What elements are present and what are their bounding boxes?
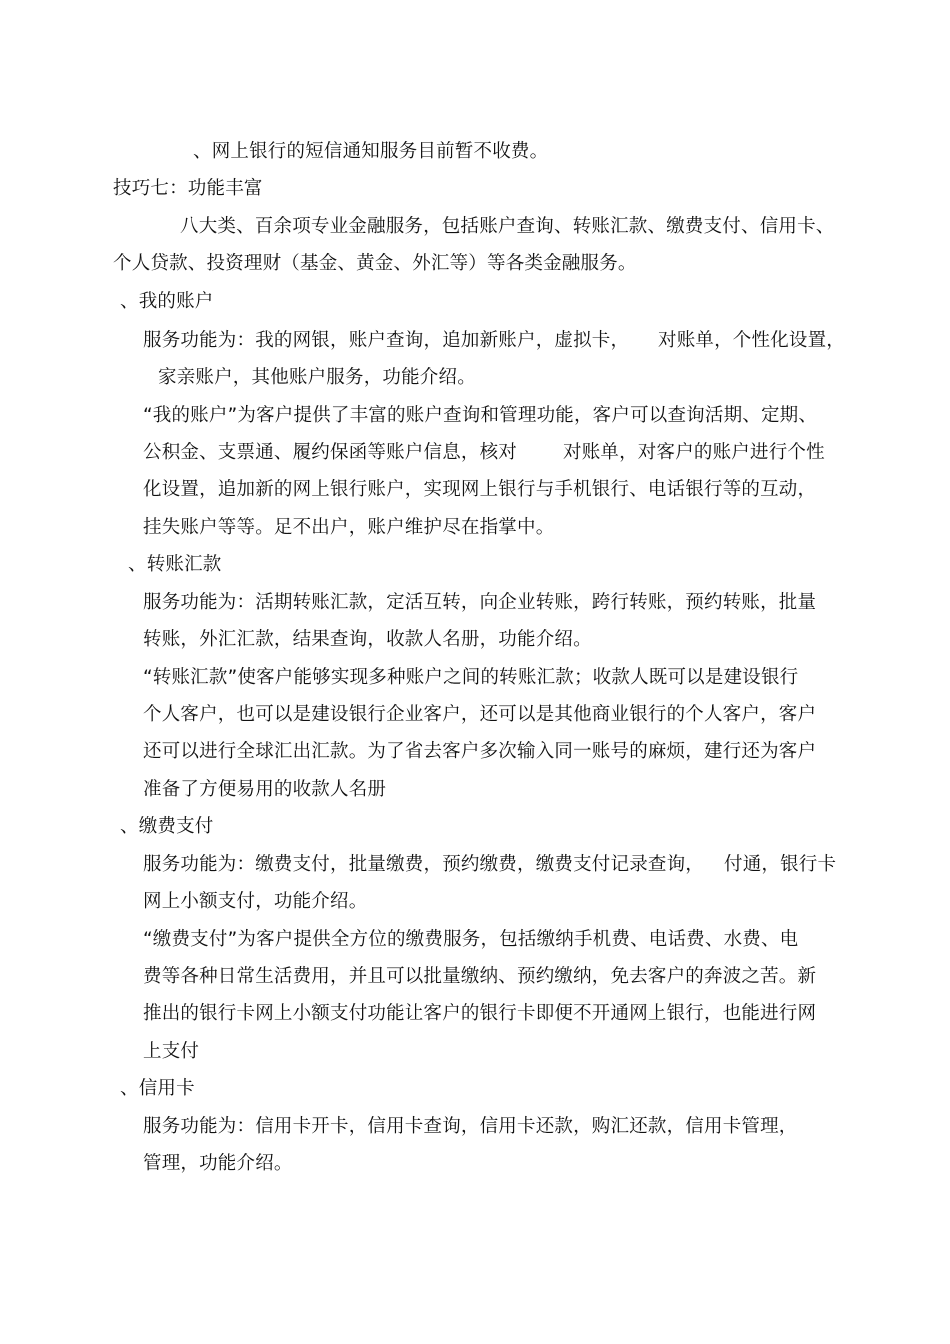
my-account-desc-line-4: 挂失账户等等。足不出户，账户维护尽在指掌中。 <box>143 517 555 538</box>
transfer-desc-line-1: “转账汇款”使客户能够实现多种账户之间的转账汇款；收款人既可以是建设银行 <box>143 667 799 688</box>
my-account-desc-line-1: “我的账户”为客户提供了丰富的账户查询和管理功能，客户可以查询活期、定期、 <box>143 405 818 426</box>
payment-desc-line-4: 上支付 <box>143 1041 200 1062</box>
my-account-functions-line-1: 服务功能为：我的网银，账户查询，追加新账户，虚拟卡， <box>143 330 630 351</box>
my-account-functions-line-1b: 对账单，个性化设置， <box>658 330 846 351</box>
my-account-desc-line-2a: 公积金、支票通、履约保函等账户信息，核对 <box>143 442 518 463</box>
my-account-desc-line-2b: 对账单，对客户的账户进行个性 <box>563 442 825 463</box>
intro-line-2: 个人贷款、投资理财（基金、黄金、外汇等）等各类金融服务。 <box>113 253 637 274</box>
tip-heading: 技巧七：功能丰富 <box>113 178 263 199</box>
credit-card-functions-line-1: 服务功能为：信用卡开卡，信用卡查询，信用卡还款，购汇还款，信用卡管理， <box>143 1116 798 1137</box>
my-account-functions-line-2: 家亲账户，其他账户服务，功能介绍。 <box>158 367 476 388</box>
intro-line-1: 八大类、百余项专业金融服务，包括账户查询、转账汇款、缴费支付、信用卡、 <box>180 216 835 237</box>
payment-functions-line-1a: 服务功能为：缴费支付，批量缴费，预约缴费，缴费支付记录查询， <box>143 854 705 875</box>
section-my-account-heading: 、我的账户 <box>120 291 214 312</box>
section-credit-card-heading: 、信用卡 <box>120 1078 195 1099</box>
transfer-desc-line-3: 还可以进行全球汇出汇款。为了省去客户多次输入同一账号的麻烦，建行还为客户 <box>143 741 817 762</box>
credit-card-functions-line-2: 管理，功能介绍。 <box>143 1153 293 1174</box>
payment-desc-line-1: “缴费支付”为客户提供全方位的缴费服务，包括缴纳手机费、电话费、水费、电 <box>143 929 799 950</box>
payment-desc-line-2: 费等各种日常生活费用，并且可以批量缴纳、预约缴纳，免去客户的奔波之苦。新 <box>143 966 817 987</box>
transfer-desc-line-2: 个人客户，也可以是建设银行企业客户，还可以是其他商业银行的个人客户，客户 <box>143 704 817 725</box>
transfer-desc-line-4: 准备了方便易用的收款人名册 <box>143 779 387 800</box>
transfer-functions-line-1: 服务功能为：活期转账汇款，定活互转，向企业转账，跨行转账，预约转账，批量 <box>143 592 817 613</box>
transfer-functions-line-2: 转账，外汇汇款，结果查询，收款人名册，功能介绍。 <box>143 629 592 650</box>
my-account-desc-line-3: 化设置，追加新的网上银行账户，实现网上银行与手机银行、电话银行等的互动， <box>143 479 817 500</box>
section-payment-heading: 、缴费支付 <box>120 816 214 837</box>
section-transfer-heading: 、转账汇款 <box>128 554 222 575</box>
payment-functions-line-1b: 付通，银行卡 <box>724 854 837 875</box>
sms-fee-note: 、网上银行的短信通知服务目前暂不收费。 <box>193 141 549 162</box>
payment-desc-line-3: 推出的银行卡网上小额支付功能让客户的银行卡即便不开通网上银行，也能进行网 <box>143 1003 817 1024</box>
payment-functions-line-2: 网上小额支付，功能介绍。 <box>143 891 368 912</box>
